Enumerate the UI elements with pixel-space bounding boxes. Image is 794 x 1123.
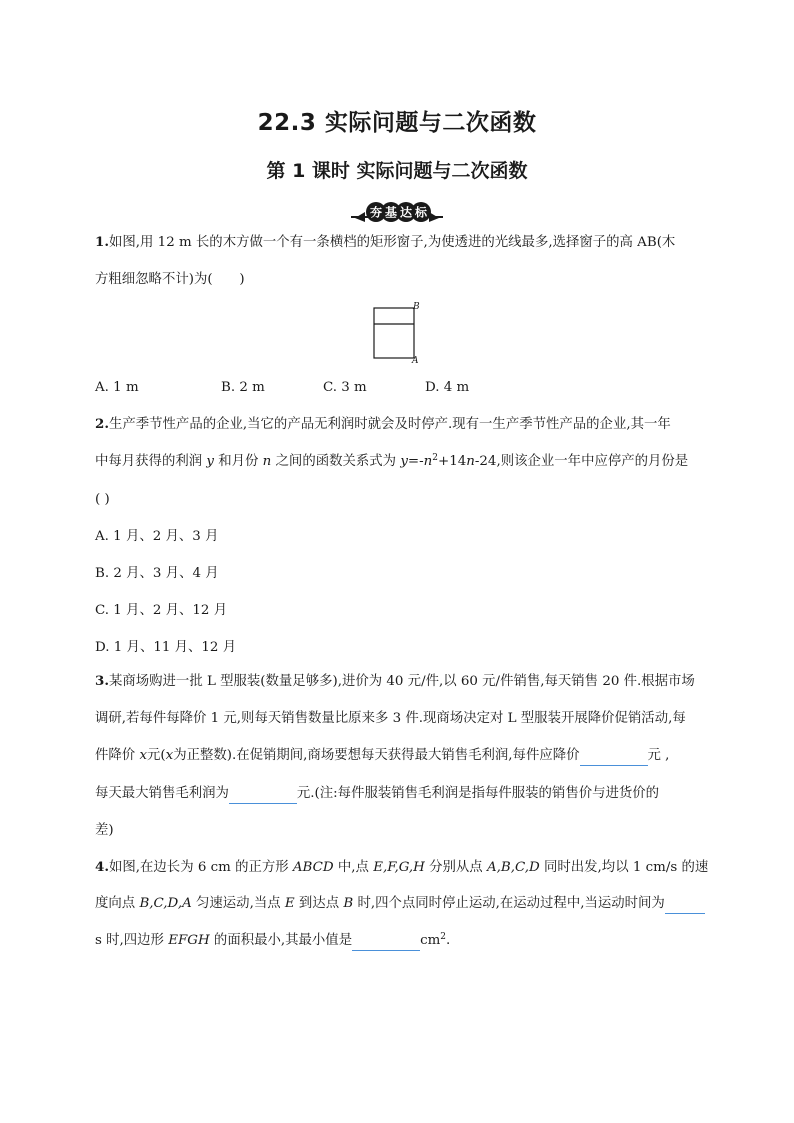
answer-blank[interactable] [665,895,705,914]
q3-text: 为正整数).在促销期间,商场要想每天获得最大销售毛利润,每件应降价 [173,748,580,763]
q3-text: 件降价 [95,748,140,763]
q1-text: 如图,用 12 m 长的木方做一个有一条横档的矩形窗子,为使透进的光线最多,选择窗子的高 AB(木 [108,235,676,250]
formula-part: -24 [474,454,497,469]
q2-text: ,则该企业一年中应停产的月份是 [496,454,689,469]
q3-text: 每天最大销售毛利润为 [95,786,229,801]
q1-option-b[interactable]: B. 2 m [221,380,265,395]
q4-text: 同时出发,均以 1 cm/s 的速 [539,860,709,875]
q2-line1 [95,415,671,434]
badge-char: 标 [414,205,428,220]
formula-part: n [466,454,475,469]
q1-option-a[interactable]: A. 1 m [95,380,139,395]
q3-line3 [95,747,669,766]
var-points: B,C,D,A [139,896,192,911]
q3-text: 元( [147,748,166,763]
q4-text: 中,点 [333,860,374,875]
formula-part: y [400,454,408,469]
q3-text: 某商场购进一批 L 型服装(数量足够多),进价为 40 元/件,以 60 元/件销售,每天销售 20 件.根据市场 [108,674,695,689]
q3-line4 [95,785,659,804]
formula-exponent: 2 [432,453,438,463]
var-x: x [165,748,174,763]
badge-char: 达 [399,205,413,220]
answer-blank[interactable] [580,747,648,766]
q2-option-c[interactable]: C. 1 月、2 月、12 月 [95,603,228,618]
q2-option-d[interactable]: D. 1 月、11 月、12 月 [95,640,237,655]
question-number: 4. [95,859,109,875]
q3-line1 [95,672,695,691]
q4-line2 [95,895,705,914]
q2-text: 和月份 [213,454,263,469]
q3-line2: 调研,若每件每降价 1 元,则每天销售数量比原来多 3 件.现商场决定对 L 型服装开展降价促销活动,每 [95,711,686,726]
question-number: 1. [95,234,109,250]
q4-text: 度向点 [95,896,140,911]
q4-text: 时,四个点同时停止运动,在运动过程中,当运动时间为 [353,896,665,911]
question-number: 3. [95,673,109,689]
var-efgh: EFGH [168,933,210,948]
q1-option-c[interactable]: C. 3 m [323,380,367,395]
var-b: B [343,896,354,911]
q4-text: 到达点 [294,896,344,911]
q1-line1 [95,233,675,252]
question-number: 2. [95,416,109,432]
q4-line1 [95,858,708,877]
formula-part: n [423,454,433,469]
q2-option-b[interactable]: B. 2 月、3 月、4 月 [95,566,219,581]
q2-text: 中每月获得的利润 [95,454,207,469]
badge-char: 基 [384,205,398,220]
figure-label-b: B [413,302,420,312]
q4-text: . [446,933,451,948]
q2-option-a[interactable]: A. 1 月、2 月、3 月 [95,529,219,544]
unit-exponent: 2 [440,932,447,942]
q1-line2: 方粗细忽略不计)为( ) [95,272,245,287]
answer-blank[interactable] [352,932,420,951]
q4-line3 [95,932,450,951]
var-y: y [206,454,214,469]
var-points: A,B,C,D [486,860,540,875]
q2-line2 [95,453,688,471]
lesson-subtitle: 第 1 课时 实际问题与二次函数 [266,160,528,182]
q2-line3: ( ) [95,492,110,507]
q2-text: 生产季节性产品的企业,当它的产品无利润时就会及时停产.现有一生产季节性产品的企业,其一年 [108,417,671,432]
formula-part: +14 [438,454,467,469]
q4-text: 的面积最小,其最小值是 [209,933,353,948]
var-abcd: ABCD [292,860,334,875]
q4-text: 如图,在边长为 6 cm 的正方形 [108,860,293,875]
figure-label-a: A [412,356,419,366]
var-x: x [139,748,147,763]
q3-text: 元 , [647,748,670,763]
q1-option-d[interactable]: D. 4 m [425,380,470,395]
q4-text: 匀速运动,当点 [191,896,285,911]
answer-blank[interactable] [229,785,297,804]
var-e: E [284,896,295,911]
q3-line5: 差) [95,823,114,838]
unit-text: cm [420,933,441,948]
var-points: E,F,G,H [373,860,425,875]
q3-text: 元.(注:每件服装销售毛利润是指每件服装的销售价与进货价的 [296,786,660,801]
q2-text: 之间的函数关系式为 [271,454,401,469]
window-figure [368,298,424,366]
badge-char: 夯 [369,205,383,220]
section-badge [351,200,443,224]
var-n: n [262,454,272,469]
formula-part: =- [407,454,424,469]
q4-text: s 时,四边形 [95,933,169,948]
page-title: 22.3 实际问题与二次函数 [257,110,537,136]
q4-text: 分别从点 [424,860,487,875]
